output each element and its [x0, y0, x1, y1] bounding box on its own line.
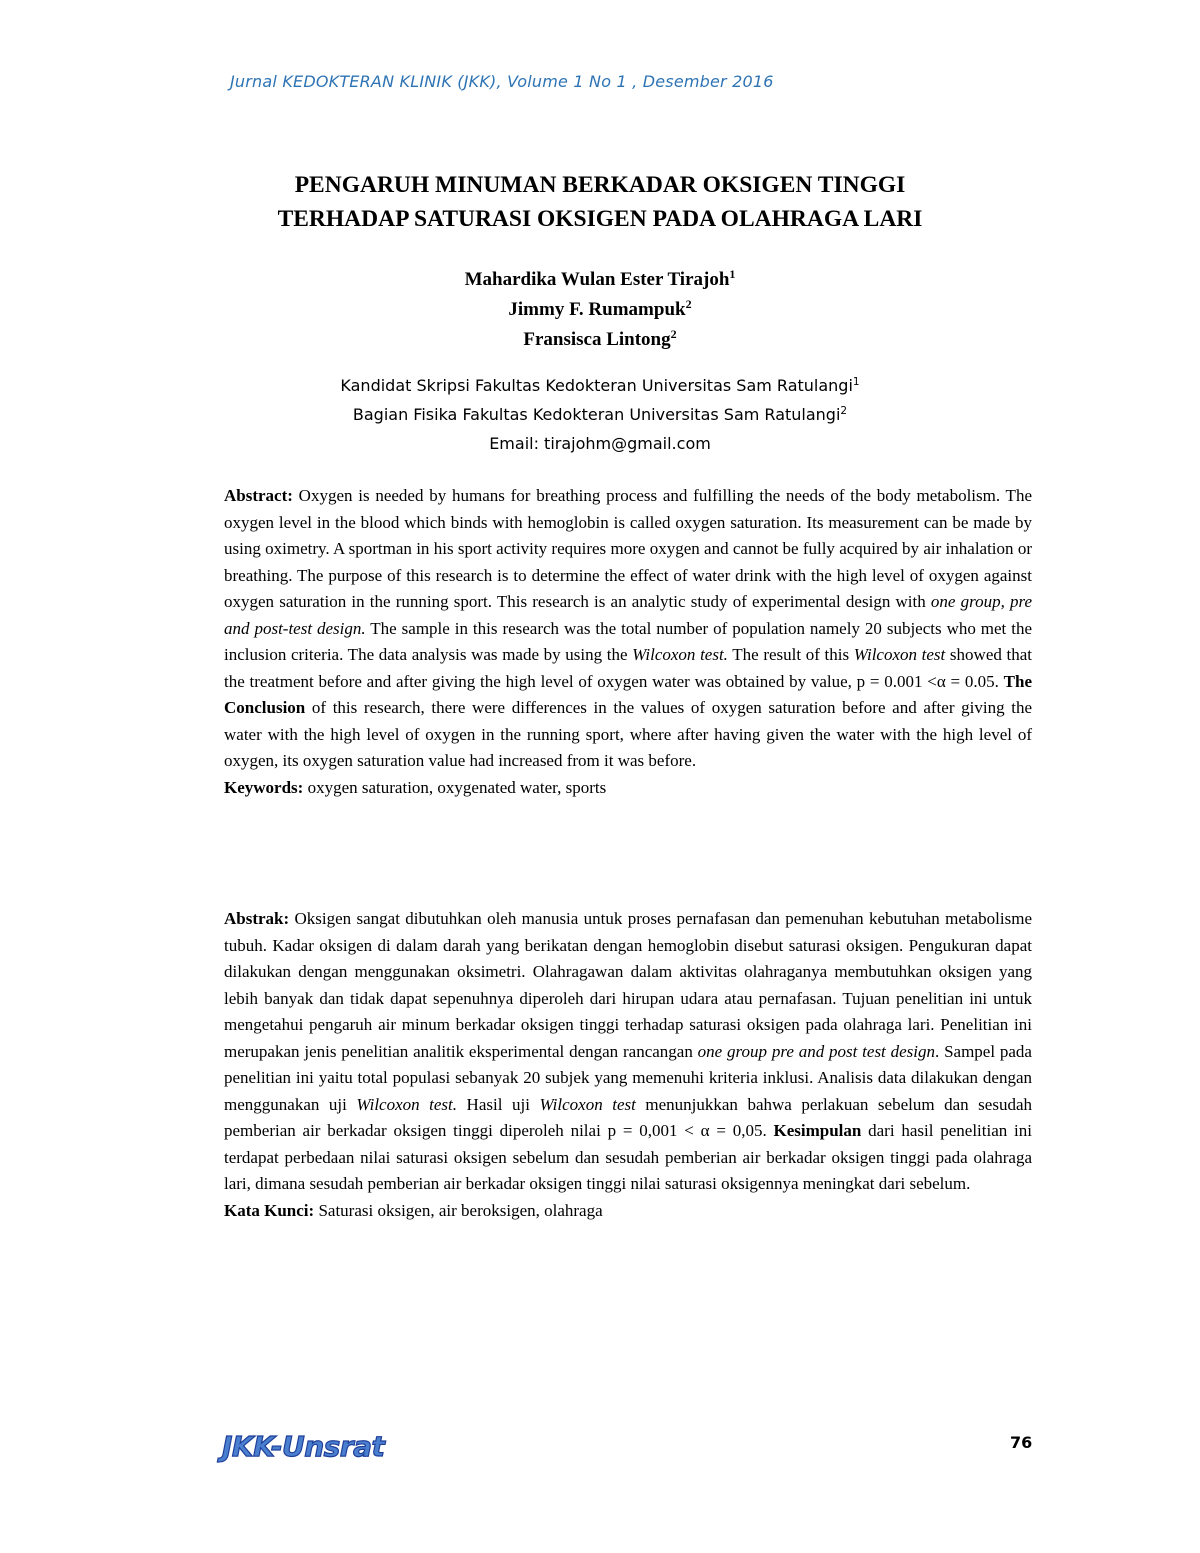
author-name: Jimmy F. Rumampuk [508, 299, 686, 320]
author [300, 325, 900, 355]
abstract-english [224, 483, 1032, 801]
abstract-body [224, 483, 1032, 775]
author-affiliation-mark: 2 [685, 297, 692, 311]
abstrak-label: Abstrak: [224, 909, 290, 928]
abstract-italic: Wilcoxon test. [632, 645, 728, 664]
affiliation-text: Kandidat Skripsi Fakultas Kedokteran Universitas Sam Ratulangi [340, 376, 853, 395]
abstract-text: of this research, there were differences in the values of oxygen saturation before and after giving the water with the high level of oxygen in the running sport, where after having given the water with the high level of oxygen, its oxygen saturation value had increased from it was before. [224, 698, 1032, 770]
kata-kunci-text: Saturasi oksigen, air beroksigen, olahraga [314, 1200, 603, 1220]
affiliation-mark: 2 [840, 405, 848, 417]
author-email: Email: tirajohm@gmail.com [489, 434, 711, 453]
abstract-italic: Wilcoxon test [853, 645, 946, 664]
title-line-1: PENGARUH MINUMAN BERKADAR OKSIGEN TINGGI [294, 172, 906, 198]
author [300, 265, 900, 295]
kata-kunci-label: Kata Kunci: [224, 1200, 315, 1220]
abstract-text: showed that the treatment before and after giving the high level of oxygen water was obtained by value, p = 0.001 <α = 0.05. [224, 645, 1032, 691]
abstrak-italic: one group pre and post test design [697, 1041, 935, 1061]
affiliations [250, 371, 950, 458]
keywords-text: oxygen saturation, oxygenated water, sports [303, 777, 607, 797]
abstract-italic: one group, pre and post-test design. [224, 592, 1033, 638]
running-header: Jurnal KEDOKTERAN KLINIK (JKK), Volume 1 No 1 , Desember 2016 [230, 72, 774, 91]
author-name: Mahardika Wulan Ester Tirajoh [464, 269, 730, 290]
affiliation-text: Bagian Fisika Fakultas Kedokteran Universitas Sam Ratulangi [352, 405, 841, 424]
affiliation [250, 371, 950, 400]
keywords-label: Keywords: [224, 777, 304, 797]
author [300, 295, 900, 325]
affiliation-mark: 1 [852, 376, 860, 388]
conclusion-label: The Conclusion [224, 671, 1032, 717]
abstrak-italic: Wilcoxon test [539, 1094, 636, 1114]
page-number: 76 [1010, 1433, 1033, 1452]
keywords [224, 775, 1032, 802]
abstrak-text: Hasil uji [457, 1094, 540, 1114]
paper-title [150, 168, 1050, 236]
kata-kunci [224, 1198, 1032, 1225]
abstrak-italic: Wilcoxon test. [356, 1094, 458, 1114]
abstrak-text: . Sampel pada penelitian ini yaitu total populasi sebanyak 20 subjek yang memenuhi kriteria inklusi. Analisis data dilakukan dengan menggunakan uji [224, 1041, 1032, 1114]
author-affiliation-mark: 1 [729, 267, 736, 281]
abstrak-text: Oksigen sangat dibutuhkan oleh manusia untuk proses pernafasan dan pemenuhan kebutuhan metabolisme tubuh. Kadar oksigen di dalam darah yang berikatan dengan hemoglobin disebut saturasi oksigen. Pengukuran dapat dilakukan dengan menggunakan oksimetri. Olahragawan dalam aktivitas olahraganya membutuhkan oksigen yang lebih banyak dan tidak dapat sepenuhnya diperoleh dari hirupan udara atau pernafasan. Tujuan penelitian ini untuk mengetahui pengaruh air minum berkadar oksigen tinggi terhadap saturasi oksigen pada olahraga lari. Penelitian ini merupakan jenis penelitian analitik eksperimental dengan rancangan [224, 909, 1032, 1061]
author-list [300, 265, 900, 355]
abstract-text: Oxygen is needed by humans for breathing process and fulfilling the needs of the body metabolism. The oxygen level in the blood which binds with hemoglobin is called oxygen saturation. Its measurement can be made by using oximetry. A sportman in his sport activity requires more oxygen and cannot be fully acquired by air inhalation or breathing. The purpose of this research is to determine the effect of water drink with the high level of oxygen against oxygen saturation in the running sport. This research is an analytic study of experimental design with [224, 486, 1032, 611]
abstrak-text: dari hasil penelitian ini terdapat perbedaan nilai saturasi oksigen sebelum dan sesudah pemberian air berkadar oksigen tinggi pada olahraga lari, dimana sesudah pemberian air berkadar oksigen tinggi nilai saturasi oksigennya meningkat dari sebelum. [224, 1121, 1032, 1193]
journal-logo: JKK-Unsrat [222, 1430, 385, 1463]
abstrak-text: menunjukkan bahwa perlakuan sebelum dan sesudah pemberian air berkadar oksigen tinggi diperoleh nilai p = 0,001 < α = 0,05. [224, 1094, 1032, 1140]
author-name: Fransisca Lintong [523, 329, 671, 350]
kesimpulan-label: Kesimpulan [773, 1121, 862, 1140]
abstract-label: Abstract: [224, 486, 293, 505]
affiliation [250, 400, 950, 429]
author-affiliation-mark: 2 [670, 327, 677, 341]
abstract-text: The sample in this research was the total number of population namely 20 subjects who met the inclusion criteria. The data analysis was made by using the [224, 618, 1032, 664]
title-line-2: TERHADAP SATURASI OKSIGEN PADA OLAHRAGA LARI [277, 206, 923, 232]
abstract-indonesian [224, 906, 1032, 1224]
abstrak-body [224, 906, 1032, 1198]
abstract-text: The result of this [727, 645, 854, 664]
